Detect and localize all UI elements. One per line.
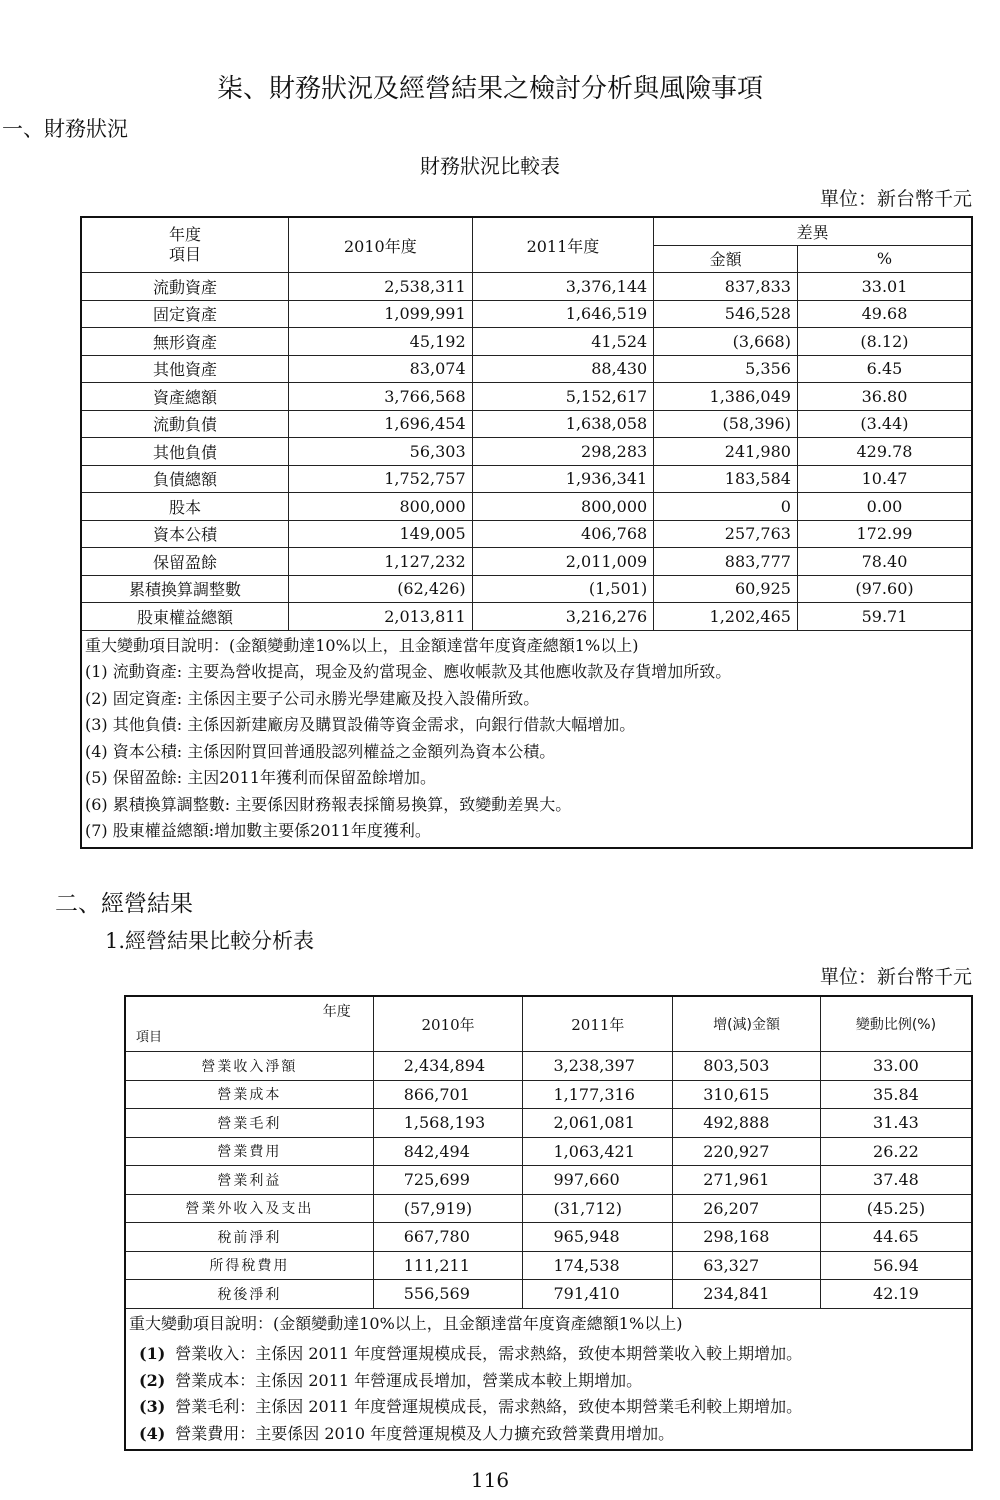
operating-results-table: [124, 995, 973, 1451]
cell-2011: 174,538: [523, 1251, 673, 1280]
cell-2011: 406,768: [472, 520, 654, 548]
cell-item: 資本公積: [81, 520, 289, 548]
table-row: [81, 575, 972, 603]
notes-title: 重大變動項目說明：(金額變動達10%以上，且金額達當年度資產總額1%以上): [129, 1313, 683, 1333]
note-item: (3) 其他負債: 主係因新建廠房及購買設備等資金需求，向銀行借款大幅增加。: [85, 715, 636, 734]
table-row: [81, 465, 972, 493]
cell-2011: 1,177,316: [523, 1080, 673, 1109]
table-header-row: [125, 996, 972, 1052]
note-item: (7) 股東權益總額:增加數主要係2011年度獲利。: [85, 821, 431, 840]
cell-item: 稅後淨利: [125, 1280, 373, 1309]
cell-item: 其他資產: [81, 355, 289, 383]
cell-item: 流動資產: [81, 273, 289, 301]
table-row: [81, 355, 972, 383]
cell-2011: 1,646,519: [472, 300, 654, 328]
cell-pct: 172.99: [797, 520, 972, 548]
cell-change: 298,168: [673, 1223, 821, 1252]
cell-2011: 298,283: [472, 438, 654, 466]
note-text: 營業成本：主係因 2011 年營運成長增加，營業成本較上期增加。: [175, 1370, 643, 1390]
cell-change: 310,615: [673, 1080, 821, 1109]
cell-2010: (57,919): [373, 1194, 523, 1223]
cell-2011: 2,061,081: [523, 1109, 673, 1138]
cell-item: 營業利益: [125, 1166, 373, 1195]
cell-pct: (45.25): [820, 1194, 972, 1223]
cell-change: 26,207: [673, 1194, 821, 1223]
cell-2010: 2,538,311: [289, 273, 473, 301]
header-2010: 2010年度: [289, 217, 473, 273]
cell-item: 其他負債: [81, 438, 289, 466]
table-row: [125, 1109, 972, 1138]
cell-pct: 33.00: [820, 1052, 972, 1081]
cell-change: 803,503: [673, 1052, 821, 1081]
cell-item: 保留盈餘: [81, 548, 289, 576]
cell-2010: 1,752,757: [289, 465, 473, 493]
cell-2010: 1,696,454: [289, 410, 473, 438]
note-text: 營業費用：主要係因 2010 年度營運規模及人力擴充致營業費用增加。: [175, 1423, 675, 1443]
cell-2011: 800,000: [472, 493, 654, 521]
cell-amount: 0: [654, 493, 798, 521]
cell-amount: 1,202,465: [654, 603, 798, 631]
header-year-label: 年度: [169, 225, 202, 244]
cell-amount: 257,763: [654, 520, 798, 548]
cell-2010: 56,303: [289, 438, 473, 466]
cell-2010: 725,699: [373, 1166, 523, 1195]
cell-2010: 83,074: [289, 355, 473, 383]
cell-2010: 842,494: [373, 1137, 523, 1166]
section1-heading: 一、財務狀況: [2, 117, 128, 141]
cell-2011: 997,660: [523, 1166, 673, 1195]
cell-pct: 31.43: [820, 1109, 972, 1138]
cell-item: 營業毛利: [125, 1109, 373, 1138]
cell-item: 資產總額: [81, 383, 289, 411]
table-row: [125, 1223, 972, 1252]
header-item-label: 項目: [136, 1030, 163, 1045]
note-marker: (3): [139, 1397, 166, 1416]
note-item: [129, 1394, 969, 1421]
header-2010: 2010年: [373, 996, 523, 1052]
cell-item: 流動負債: [81, 410, 289, 438]
notes-cell: [125, 1308, 972, 1450]
table-row: [81, 383, 972, 411]
cell-2011: (1,501): [472, 575, 654, 603]
cell-2010: 2,013,811: [289, 603, 473, 631]
header-amount: 金額: [654, 245, 798, 273]
cell-amount: 1,386,049: [654, 383, 798, 411]
table-row: [125, 1280, 972, 1309]
cell-2011: 5,152,617: [472, 383, 654, 411]
table-row: [125, 1137, 972, 1166]
cell-amount: 5,356: [654, 355, 798, 383]
cell-pct: (97.60): [797, 575, 972, 603]
cell-change: 234,841: [673, 1280, 821, 1309]
cell-2010: 556,569: [373, 1280, 523, 1309]
note-item: (6) 累積換算調整數: 主要係因財務報表採簡易換算，致變動差異大。: [85, 794, 572, 814]
notes-row: [81, 630, 972, 848]
cell-item: 營業收入淨額: [125, 1052, 373, 1081]
cell-item: 累積換算調整數: [81, 575, 289, 603]
header-2011: 2011年: [523, 996, 673, 1052]
cell-2011: 88,430: [472, 355, 654, 383]
header-year-label: 年度: [322, 1004, 351, 1020]
cell-item: 固定資產: [81, 300, 289, 328]
table-row: [125, 1052, 972, 1081]
note-item: [129, 1421, 969, 1448]
cell-pct: 36.80: [797, 383, 972, 411]
page-number: 116: [470, 1468, 510, 1492]
header-2011: 2011年度: [472, 217, 654, 273]
cell-2010: 1,127,232: [289, 548, 473, 576]
cell-2011: 3,376,144: [472, 273, 654, 301]
cell-2010: 800,000: [289, 493, 473, 521]
cell-2011: 965,948: [523, 1223, 673, 1252]
cell-pct: 56.94: [820, 1251, 972, 1280]
cell-2011: 2,011,009: [472, 548, 654, 576]
operating-results-table-body: [125, 996, 972, 1450]
note-item: [129, 1368, 969, 1395]
table-row: [81, 273, 972, 301]
cell-item: 營業費用: [125, 1137, 373, 1166]
cell-amount: 837,833: [654, 273, 798, 301]
table-row: [125, 1080, 972, 1109]
table-row: [81, 328, 972, 356]
note-item: (1) 流動資產: 主要為營收提高，現金及約當現金、應收帳款及其他應收款及存貨增加所致。: [85, 662, 732, 681]
cell-amount: 546,528: [654, 300, 798, 328]
cell-change: 63,327: [673, 1251, 821, 1280]
header-change-amount: 增(減)金額: [673, 996, 821, 1052]
cell-pct: 26.22: [820, 1137, 972, 1166]
table-row: [81, 548, 972, 576]
table-row: [125, 1194, 972, 1223]
table2-unit-label: 單位：新台幣千元: [819, 966, 972, 988]
header-year-item: [81, 217, 289, 273]
cell-pct: 44.65: [820, 1223, 972, 1252]
cell-amount: 241,980: [654, 438, 798, 466]
cell-2011: 3,238,397: [523, 1052, 673, 1081]
table-row: [81, 603, 972, 631]
cell-amount: (3,668): [654, 328, 798, 356]
cell-pct: 35.84: [820, 1080, 972, 1109]
cell-2010: 866,701: [373, 1080, 523, 1109]
cell-pct: 33.01: [797, 273, 972, 301]
notes-cell: [81, 630, 972, 848]
cell-pct: (3.44): [797, 410, 972, 438]
cell-pct: 78.40: [797, 548, 972, 576]
header-change-pct: 變動比例(%): [820, 996, 972, 1052]
table-row: [81, 438, 972, 466]
cell-item: 負債總額: [81, 465, 289, 493]
cell-item: 股本: [81, 493, 289, 521]
cell-2011: 1,063,421: [523, 1137, 673, 1166]
table2-caption: 1.經營結果比較分析表: [105, 929, 315, 953]
table-header-row: [81, 217, 972, 245]
note-item: (2) 固定資產: 主係因主要子公司永勝光學建廠及投入設備所致。: [85, 688, 540, 708]
cell-amount: 60,925: [654, 575, 798, 603]
cell-amount: 883,777: [654, 548, 798, 576]
cell-pct: 429.78: [797, 438, 972, 466]
cell-2011: 1,638,058: [472, 410, 654, 438]
cell-2010: 149,005: [289, 520, 473, 548]
cell-2010: 45,192: [289, 328, 473, 356]
cell-amount: 183,584: [654, 465, 798, 493]
cell-item: 股東權益總額: [81, 603, 289, 631]
notes-row: [125, 1308, 972, 1450]
cell-change: 220,927: [673, 1137, 821, 1166]
table1-unit-label: 單位：新台幣千元: [819, 188, 972, 210]
cell-2011: 791,410: [523, 1280, 673, 1309]
header-diff: 差異: [654, 217, 972, 245]
note-marker: (1): [139, 1344, 166, 1363]
cell-2010: (62,426): [289, 575, 473, 603]
table-row: [125, 1166, 972, 1195]
cell-item: 稅前淨利: [125, 1223, 373, 1252]
table-row: [125, 1251, 972, 1280]
cell-2011: 1,936,341: [472, 465, 654, 493]
header-pct: %: [797, 245, 972, 273]
cell-pct: (8.12): [797, 328, 972, 356]
cell-2010: 667,780: [373, 1223, 523, 1252]
cell-2011: 41,524: [472, 328, 654, 356]
table-row: [81, 493, 972, 521]
note-text: 營業毛利：主係因 2011 年度營運規模成長，需求熱絡，致使本期營業毛利較上期增加。: [175, 1397, 803, 1416]
cell-amount: (58,396): [654, 410, 798, 438]
cell-change: 492,888: [673, 1109, 821, 1138]
cell-item: 所得稅費用: [125, 1251, 373, 1280]
note-marker: (4): [139, 1423, 166, 1443]
cell-item: 營業成本: [125, 1080, 373, 1109]
cell-pct: 0.00: [797, 493, 972, 521]
table1-caption: 財務狀況比較表: [420, 154, 560, 178]
table-row: [81, 520, 972, 548]
cell-2010: 1,099,991: [289, 300, 473, 328]
section2-heading: 二、經營結果: [55, 891, 193, 917]
cell-2010: 1,568,193: [373, 1109, 523, 1138]
page-title: 柒、財務狀況及經營結果之檢討分析與風險事項: [216, 74, 763, 104]
header-item-label: 項目: [169, 245, 202, 264]
cell-item: 無形資產: [81, 328, 289, 356]
table-row: [81, 300, 972, 328]
cell-change: 271,961: [673, 1166, 821, 1195]
cell-pct: 59.71: [797, 603, 972, 631]
cell-pct: 10.47: [797, 465, 972, 493]
financial-status-table: [80, 216, 973, 849]
header-year-item: [125, 996, 373, 1052]
cell-pct: 42.19: [820, 1280, 972, 1309]
financial-status-table-body: [81, 217, 972, 848]
table-row: [81, 410, 972, 438]
note-marker: (2): [139, 1370, 166, 1390]
note-item: (4) 資本公積: 主係因附買回普通股認列權益之金額列為資本公積。: [85, 741, 556, 761]
note-text: 營業收入：主係因 2011 年度營運規模成長，需求熱絡，致使本期營業收入較上期增加。: [175, 1344, 803, 1363]
cell-2011: (31,712): [523, 1194, 673, 1223]
cell-2010: 2,434,894: [373, 1052, 523, 1081]
cell-2010: 111,211: [373, 1251, 523, 1280]
notes-title: 重大變動項目說明：(金額變動達10%以上，且金額達當年度資產總額1%以上): [85, 635, 639, 655]
cell-2011: 3,216,276: [472, 603, 654, 631]
cell-pct: 37.48: [820, 1166, 972, 1195]
cell-item: 營業外收入及支出: [125, 1194, 373, 1223]
note-item: (5) 保留盈餘: 主因2011年獲利而保留盈餘增加。: [85, 768, 436, 787]
cell-pct: 6.45: [797, 355, 972, 383]
note-item: [129, 1341, 969, 1368]
cell-2010: 3,766,568: [289, 383, 473, 411]
cell-pct: 49.68: [797, 300, 972, 328]
